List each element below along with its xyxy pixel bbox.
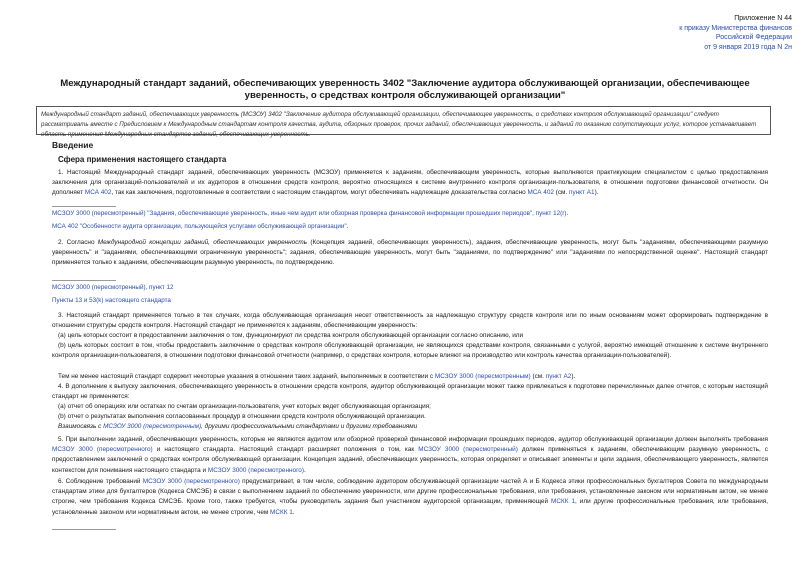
paragraph-6-text-b: предусматривает, в том числе, соблюдение аудитором обслуживающей организации частей А и Б Кодекса этики профессиональных бухгалтеров Совета по международным стандартам этики для бухгалтеров (Кодекса СМСЭБ) в связи с выполнением заданий по обеспечению уверенности, или другие профессиональные требования, или требования, установленные законом или нормативным актом, не менее строгие, чем требования Кодекса СМСЭБ. Кроме того, также требуется, чтобы руководитель задания был участником аудиторской организации, применяющей	[52, 478, 768, 506]
footnote-divider-2	[52, 280, 116, 281]
subheading-relationship	[52, 422, 768, 432]
footnote-1	[52, 209, 568, 219]
paragraph-3c-text-b: (см.	[530, 373, 546, 380]
paragraph-4b: (b) отчет о результатах выполнения согласованных процедур в отношении средств контроля обслуживающей организации.	[58, 413, 426, 420]
paragraph-1-text: 1. Настоящий Международный стандарт заданий, обеспечивающих уверенность (МСЗОУ) применяется к заданиям, обеспечивающим уверенность, которые выполняются практикующим специалистом с целью предоставления заключения для организаций-пользователей и их аудиторов в отношении средств контроля, вероятно относящихся к системе внутреннего контроля организации-пользователя, в отношении подготовки финансовой отчетности. Он дополняет	[52, 169, 768, 197]
paragraph-5	[52, 435, 768, 476]
link-isae-3000[interactable]: МСЗОУ 3000 (пересмотренным)	[434, 373, 531, 380]
appendix-ministry-link[interactable]	[716, 33, 792, 43]
appendix-ministry-text[interactable]: Российской Федерации	[715, 34, 792, 41]
link-point-a2[interactable]: пункт А2	[545, 373, 572, 380]
appendix-date-text[interactable]: от 9 января 2019 года N 2н	[704, 43, 792, 51]
paragraph-2	[52, 238, 768, 269]
paragraph-5-text-c: должен применяться к заданиям, обеспечивающим разумную уверенность, с предоставлением заключений о средствах контроля обслуживающей организации. Концепция заданий, обеспечивающих уверенность, которая определяет и описывает элементы и цели задания, обеспечивающего уверенность, является контекстом для понимания настоящего стандарта и	[52, 446, 768, 474]
appendix-order-link[interactable]	[679, 24, 792, 34]
footnote-3-link[interactable]: МСЗОУ 3000 (пересмотренный), пункт 12	[52, 284, 174, 291]
paragraph-4a: (a) отчет об операциях или остатках по счетам организации-пользователя, учет которых ведет обслуживающая организация;	[58, 403, 431, 410]
footnote-4	[52, 296, 171, 306]
link-isqc-1-b[interactable]: МСКК 1	[270, 508, 293, 516]
footnote-1-tail: .	[566, 210, 569, 217]
paragraph-3c-text-c: ).	[571, 373, 576, 380]
footnote-2-link[interactable]: МСА 402 "Особенности аудита организации, пользующейся услугами обслуживающей организации"	[52, 223, 347, 230]
paragraph-1-text-b: , так как заключения, подготовленные в соответствии с настоящим стандартом, могут обеспечивать надлежащие доказательства согласно	[111, 189, 528, 197]
link-isa-402[interactable]: МСА 402	[84, 189, 112, 197]
paragraph-6-text-c: , или другие профессиональные требования, или требования, установленные законом или нормативным актом, не менее строгие, чем	[52, 498, 769, 516]
link-isae-3000-c[interactable]: МСЗОУ 3000 (пересмотренного)	[52, 446, 153, 454]
link-isae-3000-d[interactable]: МСЗОУ 3000 (пересмотренный)	[418, 446, 518, 454]
paragraph-3b: (b) цель которых состоит в том, чтобы предоставить заключение о средствах контроля обслуживающей организации, не являющихся средствами контроля, связанными с услугой, вероятно имеющей отношение к системе внутреннего контроля организации-пользователя, в отношении подготовки финансовой отчетности (например, о средствах контроля, которые влияют на производство или контроль качества организации-пользователей).	[52, 342, 768, 360]
footnote-1-link[interactable]: МСЗОУ 3000 (пересмотренный) "Задания, обеспечивающие уверенность, иные чем аудит или обзорная проверка финансовой информации прошедших периодов", пункт 12(r)	[52, 210, 567, 217]
paragraph-3c	[52, 372, 768, 382]
link-isae-3000-e[interactable]: МСЗОУ 3000 (пересмотренного)	[207, 466, 304, 474]
paragraph-6	[52, 477, 768, 518]
footnote-divider-3	[52, 529, 116, 530]
footnote-4-link[interactable]: Пункты 13 и 53(k) настоящего стандарта	[52, 297, 171, 304]
intro-note-text: Международный стандарт заданий, обеспечивающих уверенность (МСЗОУ) 3402 "Заключение аудитора обслуживающей организации, обеспечивающее уверенность, о средствах контроля обслуживающей организации" следует рассматривать вместе с Предисловием к Международным стандартам контроля качества, аудита, обзорных проверок, прочих заданий, обеспечивающих уверенность, и заданий по оказанию сопутствующих услуг, которое устанавливает область применения Международных стандартов заданий, обеспечивающих уверенность.	[41, 111, 757, 138]
link-isqc-1[interactable]: МСКК 1	[551, 498, 576, 506]
footnote-3	[52, 283, 174, 293]
heading-introduction: Введение	[52, 140, 94, 150]
paragraph-6-text: 6. Соблюдение требований	[58, 478, 143, 485]
footnote-2	[52, 222, 348, 232]
appendix-order-text[interactable]: к приказу Министерства финансов	[679, 24, 792, 32]
page-title: Международный стандарт заданий, обеспечивающих уверенность 3402 "Заключение аудитора обслуживающей организации, обеспечивающее уверенность, о средствах контроля обслуживающей организации"	[60, 78, 750, 101]
footnote-2-tail: .	[346, 223, 349, 230]
paragraph-4: 4. В дополнение к выпуску заключения, обеспечивающего уверенность в отношении средств контроля, аудитор обслуживающей организации может также привлекаться к подготовке перечисленных далее отчетов, с которым настоящий стандарт не применяется:	[52, 383, 768, 401]
paragraph-2-text-b: (Концепция заданий, обеспечивающих уверенность), задания, обеспечивающие уверенность, могут быть "заданиями, обеспечивающими разумную уверенность" и "заданиями, обеспечивающими ограниченную уверенность"; задания, обеспечивающие уверенность, могут быть "заданиями, по подтверждению" или "заданиями по непосредственной оценке". Настоящий стандарт применяется только к заданиям, обеспечивающим разумную уверенность, по подтверждению.	[52, 239, 768, 267]
subheading-relationship-text: Взаимосвязь с	[58, 423, 104, 430]
paragraph-3: 3. Настоящий стандарт применяется только в тех случаях, когда обслуживающая организация несет ответственность за надлежащую структуру средств контроля или по иным основаниям может сформировать подтверждение в отношении структуры средств контроля. Настоящий стандарт не применяется к заданиям, обеспечивающим уверенность:	[52, 312, 768, 330]
intro-note-box	[36, 106, 771, 138]
paragraph-1	[52, 168, 768, 199]
link-isae-3000-b[interactable]: МСЗОУ 3000 (пересмотренным)	[103, 423, 202, 430]
heading-scope: Сфера применения настоящего стандарта	[58, 155, 227, 164]
paragraph-1-text-d: ).	[594, 189, 599, 197]
paragraph-6-text-d: .	[292, 508, 295, 516]
paragraph-1-text-c: (см.	[553, 189, 569, 197]
footnote-divider	[52, 206, 116, 207]
appendix-date-link[interactable]	[704, 43, 792, 53]
appendix-number: Приложение N 44	[734, 15, 792, 22]
link-point-a1[interactable]: пункт А1	[568, 189, 595, 197]
link-isa-402-2[interactable]: МСА 402	[527, 189, 554, 197]
subheading-relationship-text-b: , другими профессиональными стандартами и другими требованиями	[201, 423, 418, 430]
link-isae-3000-f[interactable]: МСЗОУ 3000 (пересмотренного)	[142, 478, 240, 485]
paragraph-2-text: 2. Согласно	[58, 239, 98, 246]
paragraph-5-text-d: .	[303, 466, 306, 474]
paragraph-5-text-b: и настоящего стандарта. Настоящий стандарт расширяет положения о том, как	[152, 446, 419, 454]
paragraph-3c-text: Тем не менее настоящий стандарт содержит некоторые указания в отношении таких заданий, выполняемых в соответствии с	[58, 373, 435, 380]
paragraph-3a: (a) цель которых состоит в предоставлении заключения о том, функционируют ли средства контроля обслуживающей организации согласно описанию, или	[58, 332, 524, 339]
framework-title: Международной концепции заданий, обеспечивающих уверенность	[97, 239, 308, 246]
paragraph-5-text: 5. При выполнении заданий, обеспечивающих уверенность, которые не являются аудитом или обзорной проверкой финансовой информации прошедших периодов, аудитор обслуживающей организации должен выполнять требования	[58, 436, 768, 443]
